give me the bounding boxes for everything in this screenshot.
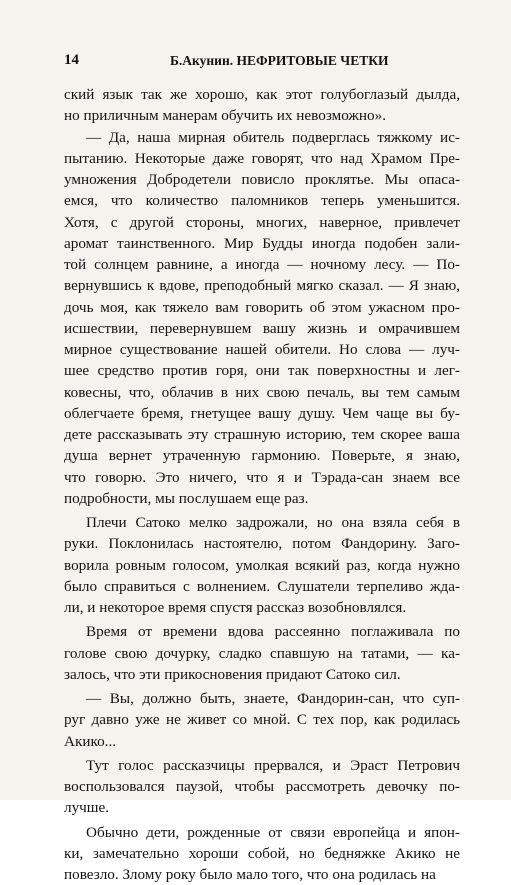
text-line: Акико... [64, 731, 460, 752]
text-line: руки. Поклонилась настоятелю, потом Фандорину. Заго- [64, 533, 460, 554]
text-line: что говорю. Это ничего, что я и Тэрада-сан знаем все [64, 467, 460, 488]
text-line: ки, замечательно хороши собой, но бедняжке Акико не [64, 843, 460, 864]
text-line: Время от времени вдова рассеянно поглаживала по [64, 621, 460, 642]
paragraph [64, 621, 460, 685]
page-number: 14 [64, 52, 79, 69]
text-line: Хотя, с другой стороны, многих, наверное, привлечет [64, 212, 460, 233]
text-line: лучше. [64, 797, 460, 818]
text-line: было справиться с волнением. Слушатели терпеливо жда- [64, 576, 460, 597]
paragraph [64, 688, 460, 752]
text-line: исшествии, перевернувшем вашу жизнь и омрачившем [64, 318, 460, 339]
text-line: дочь моя, как тяжело вам говорить об этом ужасном про- [64, 297, 460, 318]
text-line: воспользовался паузой, чтобы рассмотреть девочку по- [64, 776, 460, 797]
paragraph [64, 822, 460, 885]
text-line: вернувшись к вдове, преподобный мягко сказал. — Я знаю, [64, 275, 460, 296]
running-head: Б.Акунин. НЕФРИТОВЫЕ ЧЕТКИ [170, 53, 389, 69]
text-line: дете рассказывать эту страшную историю, тем скорее ваша [64, 424, 460, 445]
paragraph [64, 127, 460, 510]
text-line: ли, и некоторое время спустя рассказ возобновлялся. [64, 597, 460, 618]
text-line: шее средство против горя, они так поверхностны и лег- [64, 360, 460, 381]
text-line: емся, что количество паломников теперь уменьшится. [64, 190, 460, 211]
page-header [64, 52, 460, 72]
text-line: Обычно дети, рожденные от связи европейца и япон- [64, 822, 460, 843]
text-line: — Да, наша мирная обитель подверглась тяжкому ис- [64, 127, 460, 148]
text-line: мирное существование нашей обители. Но слова — луч- [64, 339, 460, 360]
text-line: Плечи Сатоко мелко задрожали, но она взяла себя в [64, 512, 460, 533]
text-line: душа вернет утраченную гармонию. Поверьте, я знаю, [64, 445, 460, 466]
text-line: пытанию. Некоторые даже говорят, что над Храмом Пре- [64, 148, 460, 169]
text-line: ворила ровным голосом, умолкая всякий раз, когда нужно [64, 555, 460, 576]
text-line: ский язык так же хорошо, как этот голубоглазый дылда, [64, 84, 460, 105]
text-line: — Вы, должно быть, знаете, Фандорин-сан, что суп- [64, 688, 460, 709]
text-line: голове свою дочурку, сладко спавшую на татами, — ка- [64, 643, 460, 664]
text-line: умножения Добродетели повисло проклятье. Мы опаса- [64, 169, 460, 190]
text-line: облегчаете бремя, гнетущее вашу душу. Чем чаще вы бу- [64, 403, 460, 424]
text-line: Тут голос рассказчицы прервался, и Эраст Петрович [64, 755, 460, 776]
text-line: подробности, мы послушаем еще раз. [64, 488, 460, 509]
text-line: той солнцем равнине, а иногда — ночному лесу. — По- [64, 254, 460, 275]
text-line: но приличным манерам обучить их невозможно». [64, 105, 460, 126]
text-line: повезло. Злому року было мало того, что она родилась на [64, 864, 460, 885]
paragraph [64, 84, 460, 127]
paragraph [64, 512, 460, 618]
text-line: аромат таинственного. Мир Будды иногда подобен зали- [64, 233, 460, 254]
body-text [64, 84, 460, 885]
text-line: руг давно уже не живет со мной. С тех пор, как родилась [64, 709, 460, 730]
text-line: залось, что эти прикосновения придают Сатоко сил. [64, 664, 460, 685]
paragraph [64, 755, 460, 819]
text-line: ковесны, что, облачив в них свою печаль, вы тем самым [64, 382, 460, 403]
